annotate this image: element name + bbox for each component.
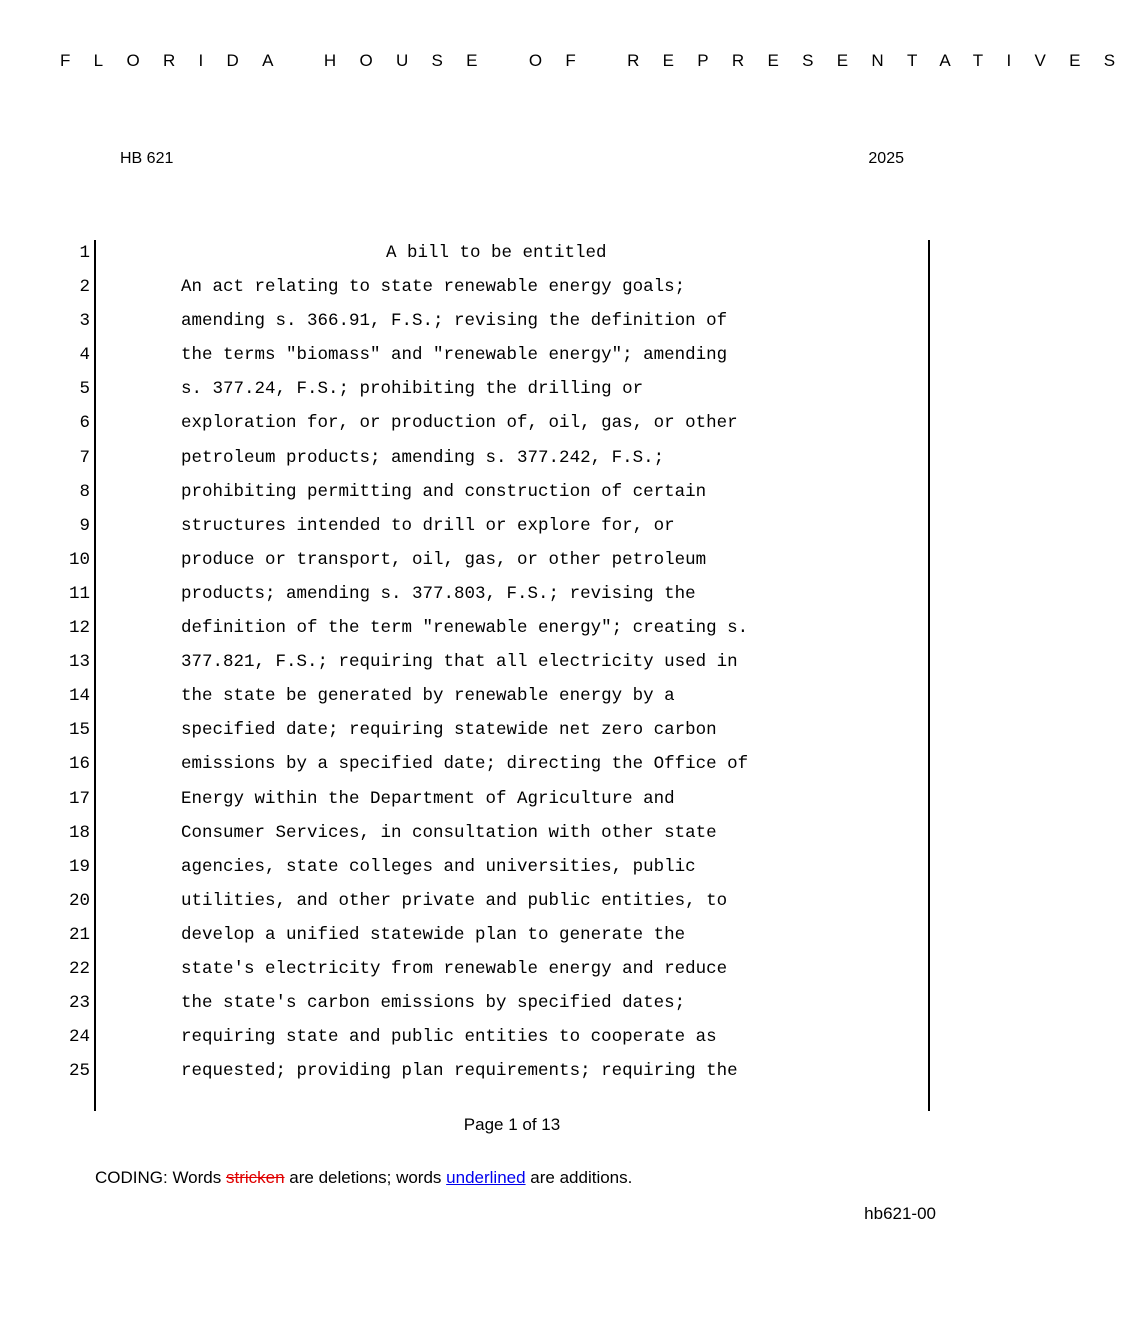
- line-number: 17: [68, 788, 90, 809]
- bill-line: [0, 615, 1024, 649]
- line-text: products; amending s. 377.803, F.S.; revising the: [181, 583, 696, 604]
- line-number: 22: [68, 958, 90, 979]
- line-text: A bill to be entitled: [386, 243, 607, 263]
- line-text: Energy within the Department of Agriculture and: [181, 788, 675, 809]
- coding-suffix: are additions.: [525, 1168, 633, 1187]
- bill-line: [0, 445, 1024, 479]
- line-number: 11: [68, 583, 90, 604]
- line-number: 8: [79, 481, 90, 502]
- line-number: 4: [79, 345, 90, 366]
- line-text: requiring state and public entities to cooperate as: [181, 1027, 717, 1048]
- bill-line: [0, 649, 1024, 683]
- line-number: 13: [68, 652, 90, 673]
- bill-line: [0, 717, 1024, 751]
- line-number: 15: [68, 720, 90, 741]
- bill-line: [0, 820, 1024, 854]
- line-text: develop a unified statewide plan to generate the: [181, 924, 686, 945]
- line-text: structures intended to drill or explore for, or: [181, 515, 675, 536]
- line-text: prohibiting permitting and construction of certain: [181, 481, 707, 502]
- line-number: 12: [68, 618, 90, 639]
- bill-line: [0, 1024, 1024, 1058]
- line-number: 10: [68, 549, 90, 570]
- line-number: 9: [79, 515, 90, 536]
- bill-line: [0, 410, 1024, 444]
- coding-middle: are deletions; words: [284, 1168, 447, 1187]
- coding-legend: [95, 1167, 632, 1189]
- line-text: the terms "biomass" and "renewable energy"; amending: [181, 345, 728, 366]
- bill-line: [0, 683, 1024, 717]
- line-number: 2: [79, 277, 90, 298]
- line-number: 21: [68, 924, 90, 945]
- line-text: petroleum products; amending s. 377.242, F.S.;: [181, 447, 665, 468]
- line-text: Consumer Services, in consultation with other state: [181, 822, 717, 843]
- line-number: 25: [68, 1061, 90, 1082]
- line-number: 20: [68, 890, 90, 911]
- line-text: amending s. 366.91, F.S.; revising the definition of: [181, 311, 728, 332]
- chamber-header: FLORIDA HOUSE OF REPRESENTATIVES: [60, 51, 1138, 70]
- line-text: An act relating to state renewable energy goals;: [181, 277, 686, 298]
- bill-number: HB 621: [120, 150, 174, 167]
- bill-line: [0, 513, 1024, 547]
- line-text: exploration for, or production of, oil, gas, or other: [181, 413, 738, 434]
- line-number: 3: [79, 311, 90, 332]
- line-number: 24: [68, 1027, 90, 1048]
- bill-line: [0, 479, 1024, 513]
- bill-line: [0, 854, 1024, 888]
- coding-underlined-example: underlined: [446, 1168, 526, 1187]
- line-text: s. 377.24, F.S.; prohibiting the drilling or: [181, 379, 644, 400]
- line-text: emissions by a specified date; directing the Office of: [181, 754, 749, 775]
- bill-line: [0, 342, 1024, 376]
- bill-line: [0, 240, 1024, 274]
- line-text: definition of the term "renewable energy"; creating s.: [181, 618, 749, 639]
- line-text: specified date; requiring statewide net zero carbon: [181, 720, 717, 741]
- coding-prefix: CODING: Words: [95, 1168, 226, 1187]
- bill-line: [0, 956, 1024, 990]
- bill-line: [0, 547, 1024, 581]
- line-number: 14: [68, 686, 90, 707]
- line-text: the state be generated by renewable energy by a: [181, 686, 675, 707]
- bill-line: [0, 922, 1024, 956]
- line-number: 16: [68, 754, 90, 775]
- bill-line: [0, 786, 1024, 820]
- coding-stricken-example: stricken: [225, 1168, 285, 1187]
- line-text: state's electricity from renewable energy and reduce: [181, 958, 728, 979]
- line-text: requested; providing plan requirements; requiring the: [181, 1061, 738, 1082]
- line-number: 18: [68, 822, 90, 843]
- line-text: produce or transport, oil, gas, or other petroleum: [181, 549, 707, 570]
- line-text: the state's carbon emissions by specified dates;: [181, 993, 686, 1014]
- line-number: 7: [79, 447, 90, 468]
- bill-line: [0, 308, 1024, 342]
- bill-line: [0, 990, 1024, 1024]
- bill-line: [0, 376, 1024, 410]
- document-id: hb621-00: [864, 1204, 936, 1223]
- bill-line: [0, 751, 1024, 785]
- bill-line: [0, 1058, 1024, 1092]
- bill-line: [0, 581, 1024, 615]
- line-text: agencies, state colleges and universities, public: [181, 856, 696, 877]
- line-number: 5: [79, 379, 90, 400]
- line-text: utilities, and other private and public entities, to: [181, 890, 728, 911]
- line-text: 377.821, F.S.; requiring that all electricity used in: [181, 652, 738, 673]
- bill-line: [0, 274, 1024, 308]
- line-number: 1: [79, 243, 90, 263]
- bill-year: 2025: [868, 150, 904, 167]
- line-number: 6: [79, 413, 90, 434]
- bill-line: [0, 888, 1024, 922]
- page-number: Page 1 of 13: [463, 1115, 561, 1134]
- line-number: 23: [68, 993, 90, 1014]
- line-number: 19: [68, 856, 90, 877]
- bill-text: [0, 240, 1024, 1092]
